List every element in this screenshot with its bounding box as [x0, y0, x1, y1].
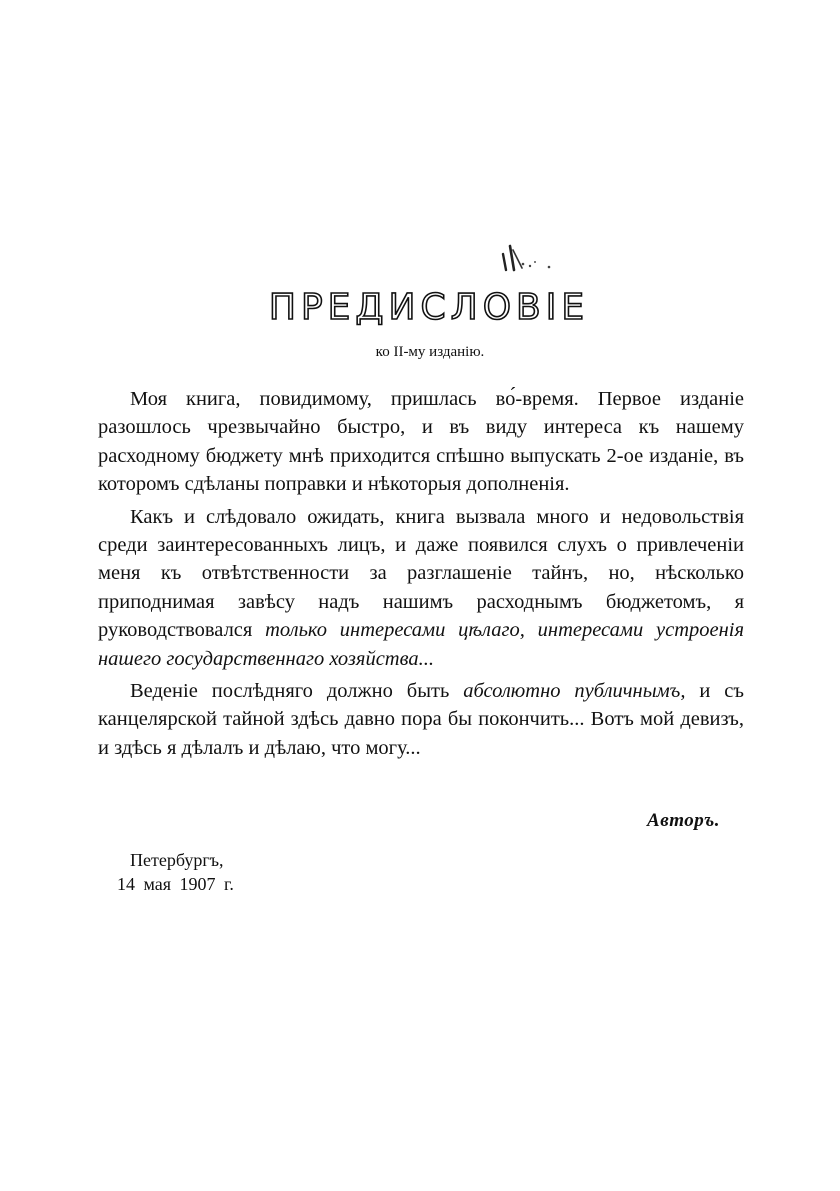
preface-body [98, 385, 744, 766]
author-signature: Авторъ. [647, 810, 720, 831]
edition-subtitle: ко II-му изданію. [375, 344, 485, 360]
paragraph-3 [98, 677, 744, 762]
stray-pencil-mark [497, 240, 557, 274]
paragraph-3-text-end: и съ канцелярской тайной здѣсь давно пора бы покончить... Вотъ мой девизъ, и здѣсь я дѣлалъ и дѣлаю, что могу... [98, 680, 744, 759]
paragraph-1 [98, 385, 744, 499]
paragraph-1-text: Моя книга, повидимому, пришлась во́-время. Первое изданіе разошлось чрезвычайно быстро, и въ виду интереса къ нашему расходному бюджету мнѣ приходится спѣшно выпускать 2-ое изданіе, въ которомъ сдѣланы поправки и нѣкоторыя дополненія. [98, 388, 744, 496]
paragraph-3-italic-text: абсолютно публичнымъ, [463, 680, 686, 703]
paragraph-2 [98, 503, 744, 673]
preface-title: ПРЕДИСЛОВІЕ [268, 287, 590, 328]
paragraph-2-italic-text: только интересами цѣлаго, интересами устроенія нашего государственнаго хозяйства... [98, 619, 744, 670]
paragraph-3-text-start: Веденіе послѣдняго должно быть [130, 680, 464, 703]
paragraph-2-text: Какъ и слѣдовало ожидать, книга вызвала много и недовольствія среди заинтересованныхъ лицъ, и даже появился слухъ о привлеченіи меня къ отвѣтственности за разглашеніе тайнъ, но, нѣсколько приподнимая завѣсу надъ нашимъ расходнымъ бюджетомъ, я руководствовался [98, 505, 744, 642]
place-line: Петербургъ, [130, 850, 224, 870]
date-line: 14 мая 1907 г. [117, 874, 234, 894]
